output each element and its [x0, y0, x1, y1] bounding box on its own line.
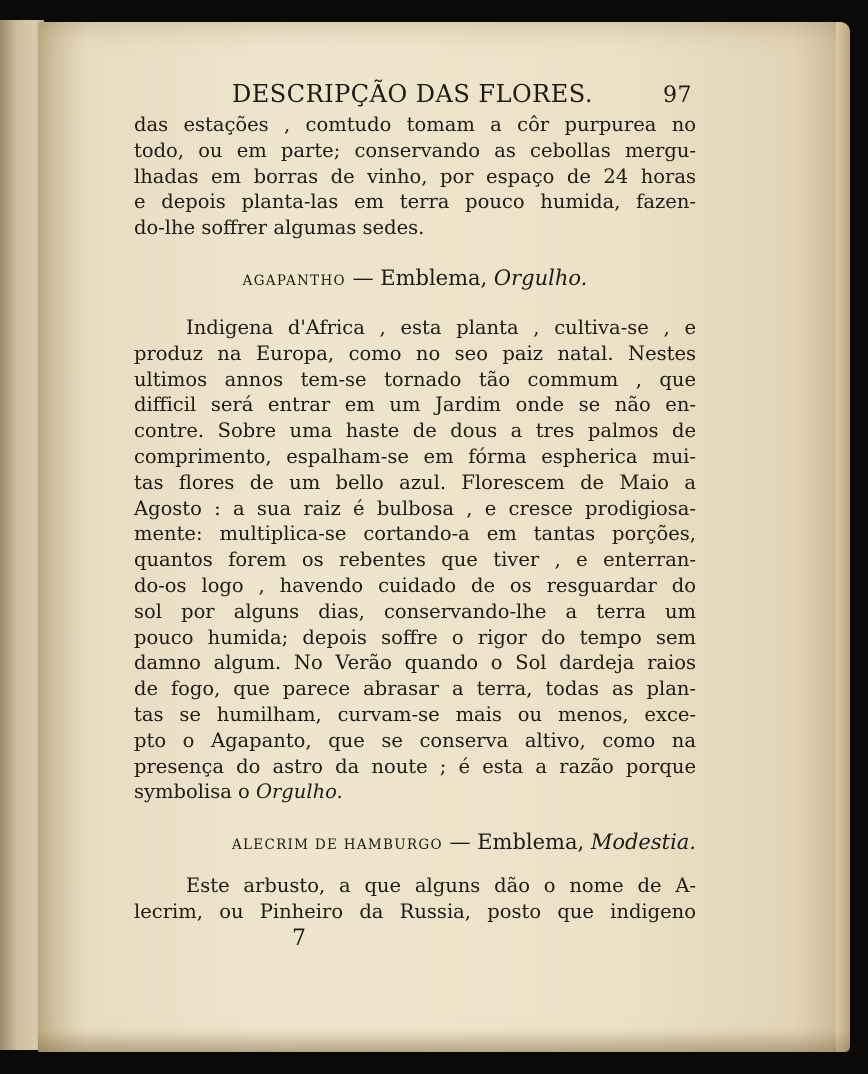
italic-word: Orgulho. [255, 780, 343, 804]
entry-heading-agapantho [134, 263, 696, 293]
text-line: do-lhe soffrer algumas sedes. [134, 216, 425, 240]
text-line: Agosto : a sua raiz é bulbosa , e cresce prodigiosa- [134, 496, 696, 520]
text-line: tas flores de um bello azul. Florescem de Maio a [134, 470, 696, 494]
running-title: DESCRIPÇÃO DAS FLORES. [232, 80, 593, 108]
flower-name: ALECRIM DE HAMBURGO [231, 837, 443, 854]
text-line: Indigena d'Africa , esta planta , cultiva-se , e [186, 315, 696, 339]
text-line: tas se humilham, curvam-se mais ou menos, exce- [134, 702, 696, 726]
book-page [38, 22, 850, 1052]
text-line: das estações , comtudo tomam a côr purpurea no [134, 113, 696, 136]
text-line: produz na Europa, como no seo paiz natal. Nestes [134, 341, 696, 365]
text-line: pouco humida; depois soffre o rigor do tempo sem [134, 625, 696, 649]
text-line: mente: multiplica-se cortando-a em tantas porções, [134, 522, 696, 546]
running-header [134, 80, 696, 110]
text-line: pto o Agapanto, que se conserva altivo, como na [134, 728, 696, 752]
emblem-meaning: Modestia. [590, 830, 696, 855]
text-line: Este arbusto, a que alguns dão o nome de A- [186, 874, 696, 898]
text-line: lecrim, ou Pinheiro da Russia, posto que indigeno [134, 899, 696, 923]
paragraph-agapantho [134, 315, 696, 805]
page-number: 97 [663, 83, 692, 108]
paragraph-continuation [134, 112, 696, 241]
page-text-block [134, 80, 696, 953]
text-line: difficil será entrar em um Jardim onde se não en- [134, 393, 696, 417]
text-line: sol por alguns dias, conservando-lhe a terra um [134, 599, 696, 623]
text-line [134, 779, 696, 805]
text-line: damno algum. No Verão quando o Sol dardeja raios [134, 651, 696, 675]
signature-mark: 7 [292, 925, 306, 951]
entry-heading-alecrim [134, 827, 696, 857]
text-line: de fogo, que parece abrasar a terra, todas as plan- [134, 677, 696, 701]
emblem-meaning: Orgulho. [493, 265, 588, 290]
text-line: comprimento, espalham-se em fórma espherica mui- [134, 444, 696, 468]
text-line: ultimos annos tem-se tornado tão commum , que [134, 367, 696, 391]
page-edge [836, 22, 850, 1052]
text-line: contre. Sobre uma haste de dous a tres palmos de [134, 419, 696, 443]
paragraph-alecrim [134, 873, 696, 925]
text-line: quantos forem os rebentes que tiver , e enterran- [134, 548, 696, 572]
text-line: todo, ou em parte; conservando as cebollas mergu- [134, 138, 696, 162]
flower-name: AGAPANTHO [242, 272, 346, 289]
page-shadow [38, 1030, 850, 1052]
text-line: do-os logo , havendo cuidado de os resguardar do [134, 573, 696, 597]
emblem-label: Emblema, [380, 265, 488, 290]
text-line: e depois planta-las em terra pouco humida, fazen- [134, 190, 696, 214]
heading-dash: — [449, 830, 471, 855]
line-text: symbolisa o [134, 780, 250, 804]
emblem-label: Emblema, [477, 830, 585, 855]
text-line: presença do astro da noute ; é esta a razão porque [134, 754, 696, 778]
heading-dash: — [352, 265, 374, 290]
text-line: lhadas em borras de vinho, por espaço de 24 horas [134, 164, 696, 188]
